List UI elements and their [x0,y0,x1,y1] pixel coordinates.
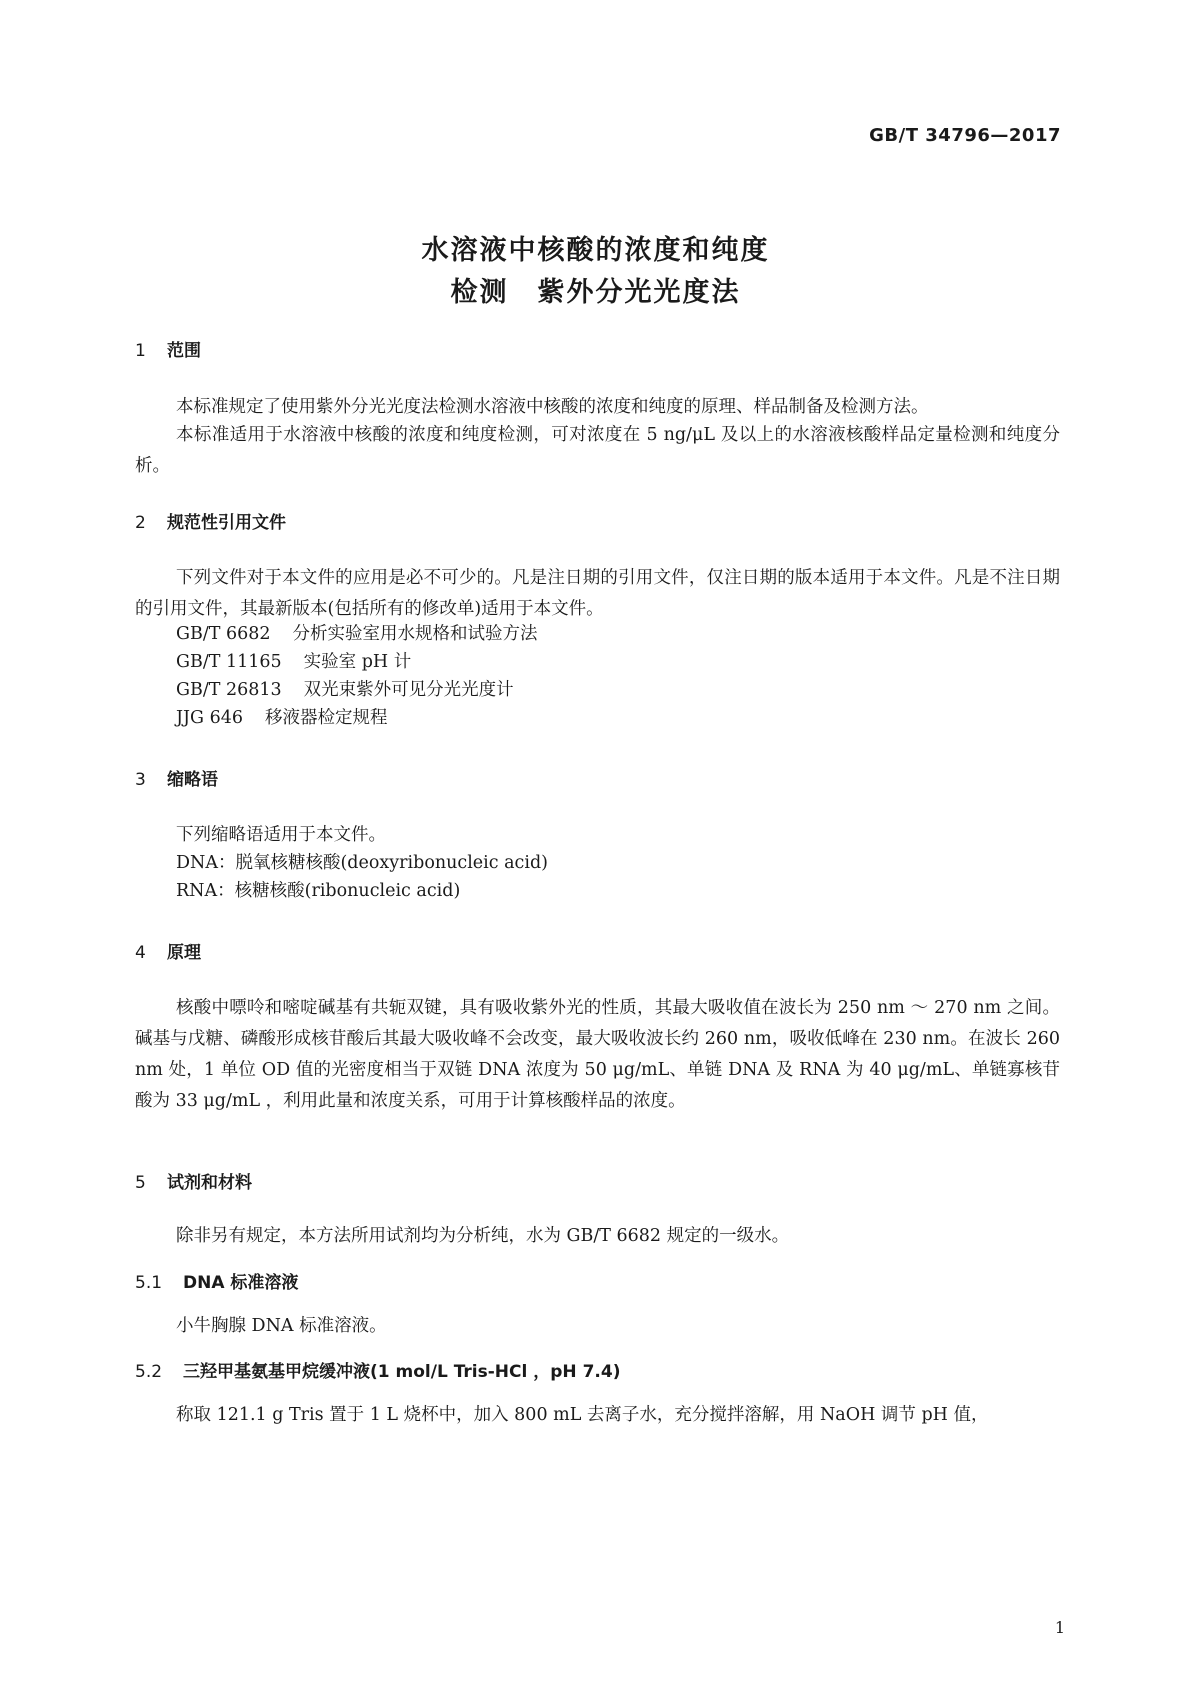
section-4-paragraph-1: 核酸中嘌呤和嘧啶碱基有共轭双键，具有吸收紫外光的性质，其最大吸收值在波长为 250 nm ～ 270 nm 之间。碱基与戊糖、磷酸形成核苷酸后其最大吸收峰不会改变，最大吸收波长约 260 nm，吸收低峰在 230 nm。在波长 260 nm 处，1 单位 OD 值的光密度相当于双链 DNA 浓度为 50 μg/mL、单链 DNA 及 RNA 为 40 μg/mL、单链寡核苷酸为 33 μg/mL ，利用此量和浓度关系，可用于计算核酸样品的浓度。 [135,998,1060,1111]
section-5-2-paragraph-1: 称取 121.1 g Tris 置于 1 L 烧杯中，加入 800 mL 去离子水，充分搅拌溶解，用 NaOH 调节 pH 值， [176,1405,989,1425]
standard-code: GB/T 34796—2017 [869,125,1061,146]
section-number: 4 [135,943,146,963]
reference-item [176,647,411,678]
reference-title: 双光束紫外可见分光光度计 [303,680,514,700]
section-5-2-heading [135,1357,620,1382]
section-number: 5.2 [135,1362,163,1382]
section-3-heading [135,765,218,790]
reference-title: 实验室 pH 计 [303,652,412,672]
abbreviation-rna: RNA：核糖核酸(ribonucleic acid) [176,881,461,901]
section-title: 原理 [167,943,201,963]
section-2-paragraph-1: 下列文件对于本文件的应用是必不可少的。凡是注日期的引用文件，仅注日期的版本适用于本文件。凡是不注日期的引用文件，其最新版本(包括所有的修改单)适用于本文件。 [135,568,1060,619]
section-5-1-paragraph-1: 小牛胸腺 DNA 标准溶液。 [176,1316,387,1336]
section-number: 1 [135,341,146,361]
section-2-heading [135,508,286,533]
reference-title: 移液器检定规程 [264,708,388,728]
reference-code: JJG 646 [176,708,243,728]
section-number: 2 [135,513,146,533]
document-title-line-1: 水溶液中核酸的浓度和纯度 [421,235,770,266]
reference-code: GB/T 6682 [176,624,271,644]
section-4-heading [135,938,201,963]
section-1-paragraph-1: 本标准规定了使用紫外分光光度法检测水溶液中核酸的浓度和纯度的原理、样品制备及检测方法。 [176,397,929,417]
document-title-line-2: 检测 紫外分光光度法 [450,277,741,308]
section-1-heading [135,336,201,361]
abbreviation-dna: DNA：脱氧核糖核酸(deoxyribonucleic acid) [176,853,548,873]
section-number: 5.1 [135,1273,163,1293]
reference-code: GB/T 11165 [176,652,282,672]
section-title: 三羟甲基氨基甲烷缓冲液(1 mol/L Tris-HCl ，pH 7.4) [183,1362,621,1382]
reference-item [176,675,514,706]
page-number: 1 [1054,1618,1065,1637]
reference-item [176,619,538,650]
section-5-heading [135,1168,252,1193]
section-number: 3 [135,770,146,790]
reference-code: GB/T 26813 [176,680,282,700]
abbreviation-intro: 下列缩略语适用于本文件。 [176,825,386,845]
section-title: DNA 标准溶液 [183,1273,299,1293]
reference-item [176,703,387,734]
section-title: 试剂和材料 [167,1173,252,1193]
section-title: 范围 [167,341,201,361]
reference-title: 分析实验室用水规格和试验方法 [292,624,538,644]
section-title: 缩略语 [167,770,218,790]
section-5-paragraph-1: 除非另有规定，本方法所用试剂均为分析纯，水为 GB/T 6682 规定的一级水。 [176,1226,790,1246]
section-5-1-heading [135,1268,298,1293]
section-number: 5 [135,1173,146,1193]
section-title: 规范性引用文件 [167,513,286,533]
section-1-paragraph-2: 本标准适用于水溶液中核酸的浓度和纯度检测，可对浓度在 5 ng/μL 及以上的水溶液核酸样品定量检测和纯度分析。 [135,425,1060,476]
